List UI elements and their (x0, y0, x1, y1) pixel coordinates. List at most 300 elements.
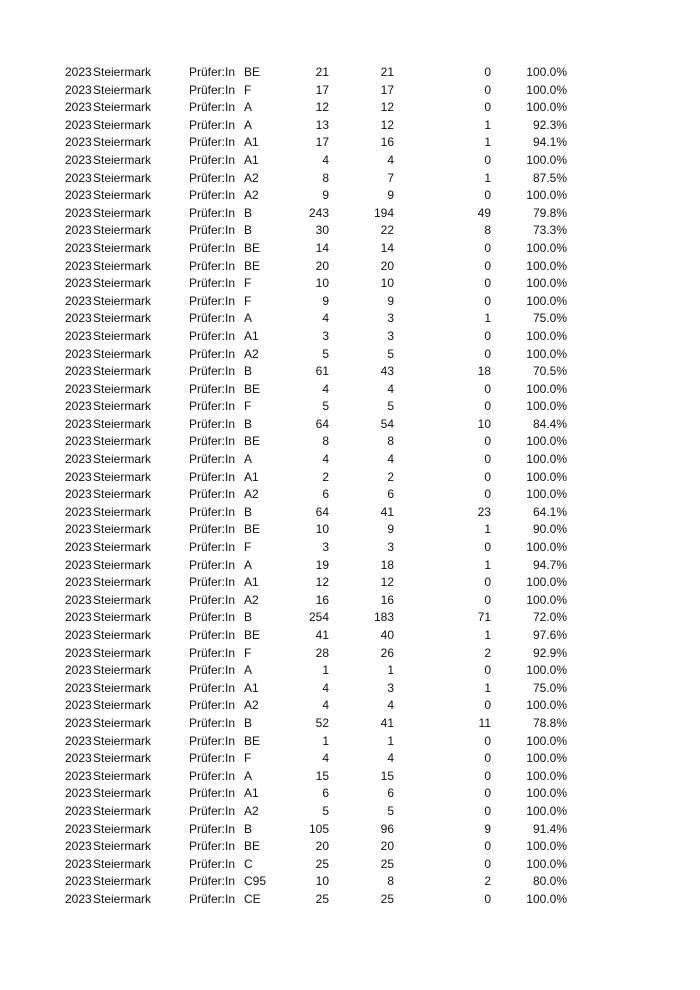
table-row (0, 310, 700, 328)
failed-count-cell: 0 (484, 276, 491, 291)
license-class-cell: B (244, 364, 253, 379)
pass-rate-cell: 100.0% (526, 698, 567, 713)
year-cell: 2023 (65, 65, 92, 79)
pass-rate-cell: 100.0% (526, 768, 567, 783)
passed-count-cell: 43 (380, 364, 394, 379)
year-cell: 2023 (65, 751, 92, 766)
failed-count-cell: 0 (484, 469, 491, 484)
pass-rate-cell: 100.0% (526, 786, 567, 801)
table-row (0, 609, 700, 627)
total-count-cell: 64 (315, 504, 329, 519)
failed-count-cell: 0 (484, 891, 491, 906)
passed-count-cell: 12 (380, 100, 394, 115)
license-class-cell: A (244, 100, 253, 115)
role-cell: Prüfer:In (189, 223, 236, 238)
pass-rate-cell: 100.0% (526, 434, 567, 449)
failed-count-cell: 0 (484, 575, 491, 590)
year-cell: 2023 (65, 628, 92, 642)
year-cell: 2023 (65, 540, 92, 555)
year-cell: 2023 (65, 557, 92, 572)
year-cell: 2023 (65, 803, 92, 818)
role-cell: Prüfer:In (189, 733, 236, 748)
pass-rate-cell: 84.4% (532, 416, 567, 431)
failed-count-cell: 9 (484, 821, 491, 836)
state-cell: Steiermark (93, 170, 152, 185)
total-count-cell: 4 (322, 751, 329, 766)
failed-count-cell: 0 (484, 540, 491, 555)
state-cell: Steiermark (93, 540, 152, 555)
year-cell: 2023 (65, 522, 92, 537)
role-cell: Prüfer:In (189, 487, 236, 502)
year-cell: 2023 (65, 223, 92, 238)
state-cell: Steiermark (93, 751, 152, 766)
failed-count-cell: 0 (484, 399, 491, 414)
year-cell: 2023 (65, 258, 92, 273)
passed-count-cell: 5 (387, 803, 394, 818)
passed-count-cell: 6 (387, 786, 394, 801)
license-class-cell: F (244, 276, 252, 291)
role-cell: Prüfer:In (189, 698, 236, 713)
table-row (0, 750, 700, 768)
table-row (0, 346, 700, 364)
state-cell: Steiermark (93, 434, 152, 449)
pass-rate-cell: 100.0% (526, 65, 567, 79)
year-cell: 2023 (65, 645, 92, 660)
year-cell: 2023 (65, 874, 92, 889)
state-cell: Steiermark (93, 399, 152, 414)
year-cell: 2023 (65, 364, 92, 379)
passed-count-cell: 17 (380, 82, 394, 97)
state-cell: Steiermark (93, 223, 152, 238)
role-cell: Prüfer:In (189, 645, 236, 660)
year-cell: 2023 (65, 135, 92, 150)
failed-count-cell: 49 (477, 205, 491, 220)
role-cell: Prüfer:In (189, 434, 236, 449)
failed-count-cell: 0 (484, 346, 491, 361)
table-row (0, 381, 700, 399)
license-class-cell: A1 (244, 469, 259, 484)
total-count-cell: 4 (322, 680, 329, 695)
passed-count-cell: 4 (387, 381, 394, 396)
state-cell: Steiermark (93, 258, 152, 273)
pass-rate-cell: 100.0% (526, 346, 567, 361)
year-cell: 2023 (65, 663, 92, 678)
license-class-cell: B (244, 416, 253, 431)
failed-count-cell: 0 (484, 856, 491, 871)
pass-rate-cell: 72.0% (532, 610, 567, 625)
license-class-cell: A (244, 557, 253, 572)
pass-rate-cell: 100.0% (526, 328, 567, 343)
passed-count-cell: 40 (380, 628, 394, 642)
role-cell: Prüfer:In (189, 100, 236, 115)
passed-count-cell: 3 (387, 311, 394, 326)
license-class-cell: F (244, 751, 252, 766)
table-row (0, 873, 700, 891)
total-count-cell: 2 (322, 469, 329, 484)
pass-rate-cell: 100.0% (526, 663, 567, 678)
role-cell: Prüfer:In (189, 751, 236, 766)
total-count-cell: 1 (322, 733, 329, 748)
passed-count-cell: 194 (373, 205, 394, 220)
passed-count-cell: 14 (380, 240, 394, 255)
year-cell: 2023 (65, 311, 92, 326)
role-cell: Prüfer:In (189, 117, 236, 132)
state-cell: Steiermark (93, 698, 152, 713)
passed-count-cell: 5 (387, 346, 394, 361)
state-cell: Steiermark (93, 293, 152, 308)
failed-count-cell: 0 (484, 592, 491, 607)
year-cell: 2023 (65, 768, 92, 783)
failed-count-cell: 2 (484, 645, 491, 660)
year-cell: 2023 (65, 733, 92, 748)
license-class-cell: CE (244, 891, 261, 906)
failed-count-cell: 0 (484, 452, 491, 467)
data-table (0, 64, 700, 909)
year-cell: 2023 (65, 434, 92, 449)
license-class-cell: A1 (244, 575, 259, 590)
role-cell: Prüfer:In (189, 821, 236, 836)
year-cell: 2023 (65, 680, 92, 695)
total-count-cell: 20 (315, 839, 329, 854)
passed-count-cell: 183 (373, 610, 394, 625)
total-count-cell: 254 (308, 610, 329, 625)
total-count-cell: 10 (315, 522, 329, 537)
year-cell: 2023 (65, 100, 92, 115)
passed-count-cell: 3 (387, 540, 394, 555)
total-count-cell: 64 (315, 416, 329, 431)
license-class-cell: BE (244, 839, 261, 854)
license-class-cell: B (244, 504, 253, 519)
license-class-cell: BE (244, 258, 261, 273)
table-row (0, 293, 700, 311)
total-count-cell: 3 (322, 328, 329, 343)
total-count-cell: 12 (315, 575, 329, 590)
license-class-cell: C (244, 856, 253, 871)
passed-count-cell: 41 (380, 715, 394, 730)
passed-count-cell: 26 (380, 645, 394, 660)
state-cell: Steiermark (93, 188, 152, 203)
role-cell: Prüfer:In (189, 258, 236, 273)
pass-rate-cell: 100.0% (526, 839, 567, 854)
table-row (0, 838, 700, 856)
role-cell: Prüfer:In (189, 803, 236, 818)
total-count-cell: 21 (315, 65, 329, 79)
state-cell: Steiermark (93, 592, 152, 607)
role-cell: Prüfer:In (189, 504, 236, 519)
failed-count-cell: 0 (484, 328, 491, 343)
state-cell: Steiermark (93, 768, 152, 783)
table-row (0, 521, 700, 539)
license-class-cell: A (244, 452, 253, 467)
license-class-cell: BE (244, 628, 261, 642)
failed-count-cell: 0 (484, 188, 491, 203)
license-class-cell: B (244, 610, 253, 625)
license-class-cell: A1 (244, 786, 259, 801)
table-row (0, 275, 700, 293)
table-row (0, 240, 700, 258)
pass-rate-cell: 73.3% (532, 223, 567, 238)
failed-count-cell: 23 (477, 504, 491, 519)
failed-count-cell: 0 (484, 768, 491, 783)
table-row (0, 662, 700, 680)
total-count-cell: 15 (315, 768, 329, 783)
failed-count-cell: 0 (484, 100, 491, 115)
total-count-cell: 12 (315, 100, 329, 115)
pass-rate-cell: 100.0% (526, 575, 567, 590)
role-cell: Prüfer:In (189, 452, 236, 467)
role-cell: Prüfer:In (189, 293, 236, 308)
total-count-cell: 4 (322, 381, 329, 396)
total-count-cell: 10 (315, 874, 329, 889)
table-row (0, 574, 700, 592)
pass-rate-cell: 90.0% (532, 522, 567, 537)
state-cell: Steiermark (93, 715, 152, 730)
pass-rate-cell: 79.8% (532, 205, 567, 220)
passed-count-cell: 1 (387, 663, 394, 678)
pass-rate-cell: 92.3% (532, 117, 567, 132)
year-cell: 2023 (65, 821, 92, 836)
passed-count-cell: 25 (380, 856, 394, 871)
table-row (0, 785, 700, 803)
year-cell: 2023 (65, 117, 92, 132)
role-cell: Prüfer:In (189, 170, 236, 185)
license-class-cell: BE (244, 240, 261, 255)
state-cell: Steiermark (93, 135, 152, 150)
license-class-cell: A2 (244, 803, 259, 818)
passed-count-cell: 12 (380, 575, 394, 590)
year-cell: 2023 (65, 188, 92, 203)
total-count-cell: 14 (315, 240, 329, 255)
total-count-cell: 25 (315, 891, 329, 906)
table-row (0, 398, 700, 416)
total-count-cell: 30 (315, 223, 329, 238)
table-row (0, 187, 700, 205)
year-cell: 2023 (65, 504, 92, 519)
role-cell: Prüfer:In (189, 715, 236, 730)
license-class-cell: A1 (244, 152, 259, 167)
table-row (0, 134, 700, 152)
state-cell: Steiermark (93, 452, 152, 467)
table-row (0, 82, 700, 100)
state-cell: Steiermark (93, 821, 152, 836)
state-cell: Steiermark (93, 311, 152, 326)
state-cell: Steiermark (93, 100, 152, 115)
state-cell: Steiermark (93, 381, 152, 396)
year-cell: 2023 (65, 346, 92, 361)
failed-count-cell: 8 (484, 223, 491, 238)
failed-count-cell: 1 (484, 170, 491, 185)
year-cell: 2023 (65, 469, 92, 484)
pass-rate-cell: 78.8% (532, 715, 567, 730)
total-count-cell: 4 (322, 698, 329, 713)
role-cell: Prüfer:In (189, 311, 236, 326)
failed-count-cell: 0 (484, 751, 491, 766)
license-class-cell: A2 (244, 487, 259, 502)
state-cell: Steiermark (93, 575, 152, 590)
failed-count-cell: 0 (484, 65, 491, 79)
table-row (0, 645, 700, 663)
passed-count-cell: 3 (387, 328, 394, 343)
total-count-cell: 25 (315, 856, 329, 871)
state-cell: Steiermark (93, 733, 152, 748)
passed-count-cell: 22 (380, 223, 394, 238)
state-cell: Steiermark (93, 205, 152, 220)
passed-count-cell: 96 (380, 821, 394, 836)
role-cell: Prüfer:In (189, 663, 236, 678)
state-cell: Steiermark (93, 803, 152, 818)
table-row (0, 433, 700, 451)
table-row (0, 768, 700, 786)
passed-count-cell: 2 (387, 469, 394, 484)
license-class-cell: C95 (244, 874, 267, 889)
state-cell: Steiermark (93, 487, 152, 502)
year-cell: 2023 (65, 381, 92, 396)
state-cell: Steiermark (93, 839, 152, 854)
pass-rate-cell: 100.0% (526, 152, 567, 167)
year-cell: 2023 (65, 170, 92, 185)
role-cell: Prüfer:In (189, 469, 236, 484)
total-count-cell: 17 (315, 135, 329, 150)
license-class-cell: F (244, 540, 252, 555)
pass-rate-cell: 92.9% (532, 645, 567, 660)
table-row (0, 697, 700, 715)
role-cell: Prüfer:In (189, 680, 236, 695)
role-cell: Prüfer:In (189, 768, 236, 783)
total-count-cell: 9 (322, 293, 329, 308)
failed-count-cell: 1 (484, 522, 491, 537)
role-cell: Prüfer:In (189, 839, 236, 854)
pass-rate-cell: 100.0% (526, 188, 567, 203)
total-count-cell: 52 (315, 715, 329, 730)
role-cell: Prüfer:In (189, 188, 236, 203)
license-class-cell: A (244, 117, 253, 132)
license-class-cell: A1 (244, 680, 259, 695)
total-count-cell: 20 (315, 258, 329, 273)
pass-rate-cell: 80.0% (532, 874, 567, 889)
license-class-cell: F (244, 293, 252, 308)
failed-count-cell: 0 (484, 82, 491, 97)
total-count-cell: 16 (315, 592, 329, 607)
license-class-cell: A2 (244, 170, 259, 185)
role-cell: Prüfer:In (189, 399, 236, 414)
failed-count-cell: 0 (484, 733, 491, 748)
state-cell: Steiermark (93, 364, 152, 379)
failed-count-cell: 71 (477, 610, 491, 625)
total-count-cell: 105 (308, 821, 329, 836)
state-cell: Steiermark (93, 416, 152, 431)
year-cell: 2023 (65, 293, 92, 308)
pass-rate-cell: 100.0% (526, 592, 567, 607)
role-cell: Prüfer:In (189, 240, 236, 255)
role-cell: Prüfer:In (189, 575, 236, 590)
license-class-cell: A (244, 768, 253, 783)
pass-rate-cell: 100.0% (526, 276, 567, 291)
role-cell: Prüfer:In (189, 628, 236, 642)
total-count-cell: 4 (322, 452, 329, 467)
role-cell: Prüfer:In (189, 557, 236, 572)
license-class-cell: A2 (244, 698, 259, 713)
total-count-cell: 3 (322, 540, 329, 555)
year-cell: 2023 (65, 487, 92, 502)
failed-count-cell: 1 (484, 628, 491, 642)
year-cell: 2023 (65, 328, 92, 343)
failed-count-cell: 0 (484, 381, 491, 396)
year-cell: 2023 (65, 575, 92, 590)
pass-rate-cell: 100.0% (526, 487, 567, 502)
pass-rate-cell: 91.4% (532, 821, 567, 836)
total-count-cell: 17 (315, 82, 329, 97)
license-class-cell: A2 (244, 592, 259, 607)
table-row (0, 856, 700, 874)
failed-count-cell: 0 (484, 293, 491, 308)
pass-rate-cell: 64.1% (532, 504, 567, 519)
total-count-cell: 9 (322, 188, 329, 203)
table-row (0, 64, 700, 82)
pass-rate-cell: 100.0% (526, 803, 567, 818)
failed-count-cell: 11 (478, 715, 491, 730)
table-row (0, 469, 700, 487)
role-cell: Prüfer:In (189, 416, 236, 431)
passed-count-cell: 4 (387, 751, 394, 766)
license-class-cell: F (244, 82, 252, 97)
passed-count-cell: 9 (387, 188, 394, 203)
total-count-cell: 5 (322, 399, 329, 414)
role-cell: Prüfer:In (189, 540, 236, 555)
role-cell: Prüfer:In (189, 65, 236, 79)
failed-count-cell: 1 (484, 135, 491, 150)
passed-count-cell: 4 (387, 698, 394, 713)
state-cell: Steiermark (93, 346, 152, 361)
total-count-cell: 6 (322, 487, 329, 502)
license-class-cell: BE (244, 434, 261, 449)
table-row (0, 715, 700, 733)
pass-rate-cell: 100.0% (526, 469, 567, 484)
total-count-cell: 4 (322, 311, 329, 326)
license-class-cell: A (244, 663, 253, 678)
passed-count-cell: 16 (380, 135, 394, 150)
pass-rate-cell: 100.0% (526, 82, 567, 97)
table-row (0, 504, 700, 522)
pass-rate-cell: 94.1% (532, 135, 567, 150)
pass-rate-cell: 100.0% (526, 399, 567, 414)
total-count-cell: 6 (322, 786, 329, 801)
license-class-cell: A1 (244, 135, 259, 150)
table-row (0, 680, 700, 698)
failed-count-cell: 0 (484, 803, 491, 818)
state-cell: Steiermark (93, 891, 152, 906)
year-cell: 2023 (65, 592, 92, 607)
pass-rate-cell: 100.0% (526, 751, 567, 766)
failed-count-cell: 0 (484, 786, 491, 801)
table-row (0, 99, 700, 117)
license-class-cell: B (244, 205, 253, 220)
pass-rate-cell: 100.0% (526, 891, 567, 906)
total-count-cell: 8 (322, 170, 329, 185)
state-cell: Steiermark (93, 628, 152, 642)
total-count-cell: 1 (322, 663, 329, 678)
role-cell: Prüfer:In (189, 891, 236, 906)
state-cell: Steiermark (93, 557, 152, 572)
pass-rate-cell: 70.5% (532, 364, 567, 379)
year-cell: 2023 (65, 698, 92, 713)
state-cell: Steiermark (93, 152, 152, 167)
table-row (0, 117, 700, 135)
pass-rate-cell: 100.0% (526, 293, 567, 308)
year-cell: 2023 (65, 276, 92, 291)
year-cell: 2023 (65, 786, 92, 801)
year-cell: 2023 (65, 205, 92, 220)
passed-count-cell: 18 (380, 557, 394, 572)
